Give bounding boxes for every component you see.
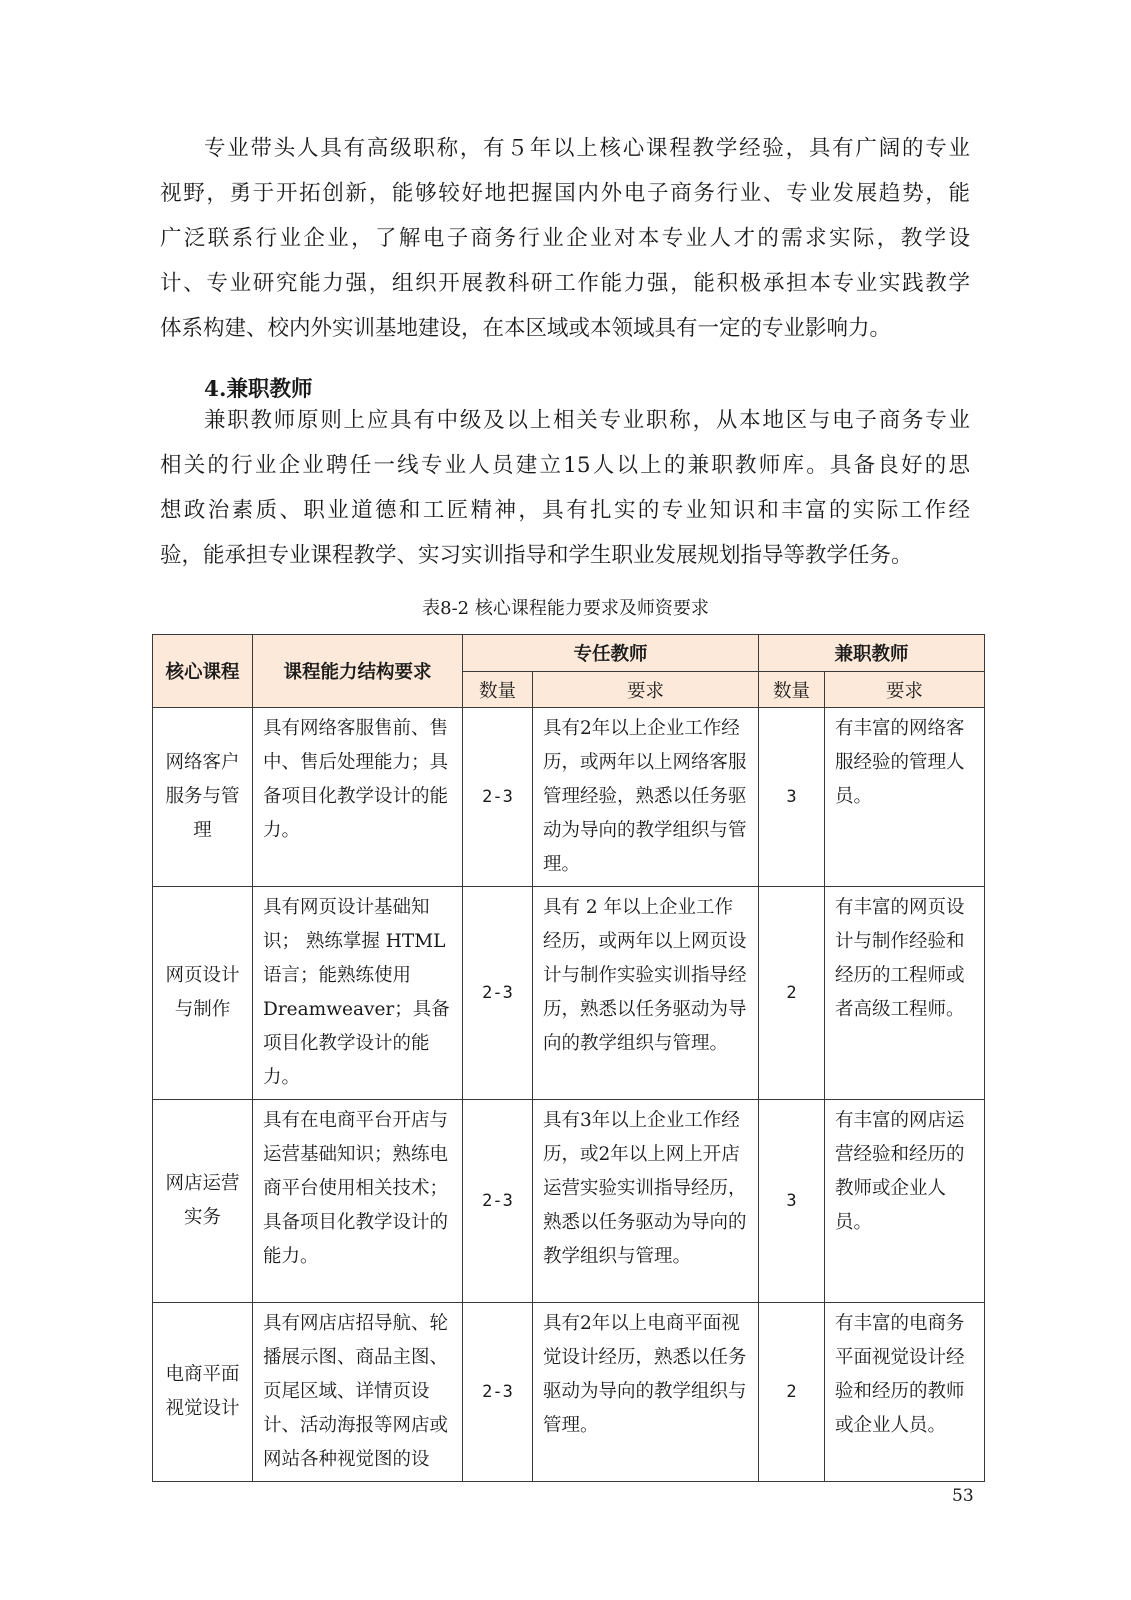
table-row: [153, 887, 985, 1100]
parttime-requirement: 有丰富的网页设计与制作经验和经历的工程师或者高级工程师。: [825, 887, 985, 1100]
course-name: 电商平面视觉设计: [153, 1303, 253, 1482]
table-row: [153, 1100, 985, 1303]
section-heading: 4.兼职教师: [204, 377, 313, 402]
header-ability: 课程能力结构要求: [253, 635, 463, 708]
table-row: [153, 1303, 985, 1482]
fulltime-requirement: 具有2年以上企业工作经历，或两年以上网络客服管理经验，熟悉以任务驱动为导向的教学组织与管理。: [533, 708, 759, 887]
header-fulltime-teacher: 专任教师: [463, 635, 759, 672]
header-fulltime-count: 数量: [463, 672, 533, 708]
header-parttime-teacher: 兼职教师: [759, 635, 985, 672]
text-line: 广泛联系行业企业，了解电子商务行业企业对本专业人才的需求实际，教学设: [160, 226, 970, 251]
table-row: [153, 708, 985, 887]
text-line: 验，能承担专业课程教学、实习实训指导和学生职业发展规划指导等教学任务。: [160, 543, 913, 568]
ability-requirement: 具有网店店招导航、轮播展示图、商品主图、页尾区域、详情页设计、活动海报等网店或网站各种视觉图的设: [253, 1303, 463, 1482]
header-core-course: 核心课程: [153, 635, 253, 708]
table-caption: 表8-2 核心课程能力要求及师资要求: [422, 598, 709, 619]
course-name: 网络客户服务与管理: [153, 708, 253, 887]
parttime-count: 3: [759, 1100, 825, 1303]
text-line: 计、专业研究能力强，组织开展教科研工作能力强，能积极承担本专业实践教学: [160, 271, 970, 296]
text-line: 专业带头人具有高级职称，有５年以上核心课程教学经验，具有广阔的专业: [204, 136, 970, 161]
course-name: 网店运营实务: [153, 1100, 253, 1303]
text-line: 想政治素质、职业道德和工匠精神，具有扎实的专业知识和丰富的实际工作经: [160, 498, 970, 523]
fulltime-requirement: 具有3年以上企业工作经历，或2年以上网上开店运营实验实训指导经历，熟悉以任务驱动为导向的教学组织与管理。: [533, 1100, 759, 1303]
parttime-count: 2: [759, 1303, 825, 1482]
header-fulltime-requirement: 要求: [533, 672, 759, 708]
header-parttime-count: 数量: [759, 672, 825, 708]
core-course-table: [152, 634, 985, 1482]
fulltime-count: 2-3: [463, 708, 533, 887]
ability-requirement: 具有网络客服售前、售中、售后处理能力；具备项目化教学设计的能力。: [253, 708, 463, 887]
paragraph-lead-teacher: [160, 126, 970, 351]
ability-requirement: 具有网页设计基础知识； 熟练掌握 HTML 语言；能熟练使用 Dreamweaver；具备项目化教学设计的能力。: [253, 887, 463, 1100]
paragraph-parttime-teacher: [160, 398, 970, 578]
fulltime-count: 2-3: [463, 1100, 533, 1303]
text-line: 体系构建、校内外实训基地建设，在本区域或本领域具有一定的专业影响力。: [160, 316, 892, 341]
page-number: 53: [952, 1486, 974, 1506]
parttime-requirement: 有丰富的网店运营经验和经历的教师或企业人员。: [825, 1100, 985, 1303]
text-line: 相关的行业企业聘任一线专业人员建立15人以上的兼职教师库。具备良好的思: [160, 453, 970, 478]
fulltime-requirement: 具有 2 年以上企业工作经历，或两年以上网页设计与制作实验实训指导经历，熟悉以任务驱动为导向的教学组织与管理。: [533, 887, 759, 1100]
header-parttime-requirement: 要求: [825, 672, 985, 708]
parttime-count: 2: [759, 887, 825, 1100]
fulltime-count: 2-3: [463, 1303, 533, 1482]
parttime-requirement: 有丰富的电商务平面视觉设计经验和经历的教师或企业人员。: [825, 1303, 985, 1482]
parttime-requirement: 有丰富的网络客服经验的管理人员。: [825, 708, 985, 887]
ability-requirement: 具有在电商平台开店与运营基础知识；熟练电商平台使用相关技术；具备项目化教学设计的能力。: [253, 1100, 463, 1303]
parttime-count: 3: [759, 708, 825, 887]
text-line: 视野，勇于开拓创新，能够较好地把握国内外电子商务行业、专业发展趋势，能: [160, 181, 970, 206]
fulltime-requirement: 具有2年以上电商平面视觉设计经历，熟悉以任务驱动为导向的教学组织与管理。: [533, 1303, 759, 1482]
course-name: 网页设计与制作: [153, 887, 253, 1100]
text-line: 兼职教师原则上应具有中级及以上相关专业职称，从本地区与电子商务专业: [204, 408, 970, 433]
fulltime-count: 2-3: [463, 887, 533, 1100]
